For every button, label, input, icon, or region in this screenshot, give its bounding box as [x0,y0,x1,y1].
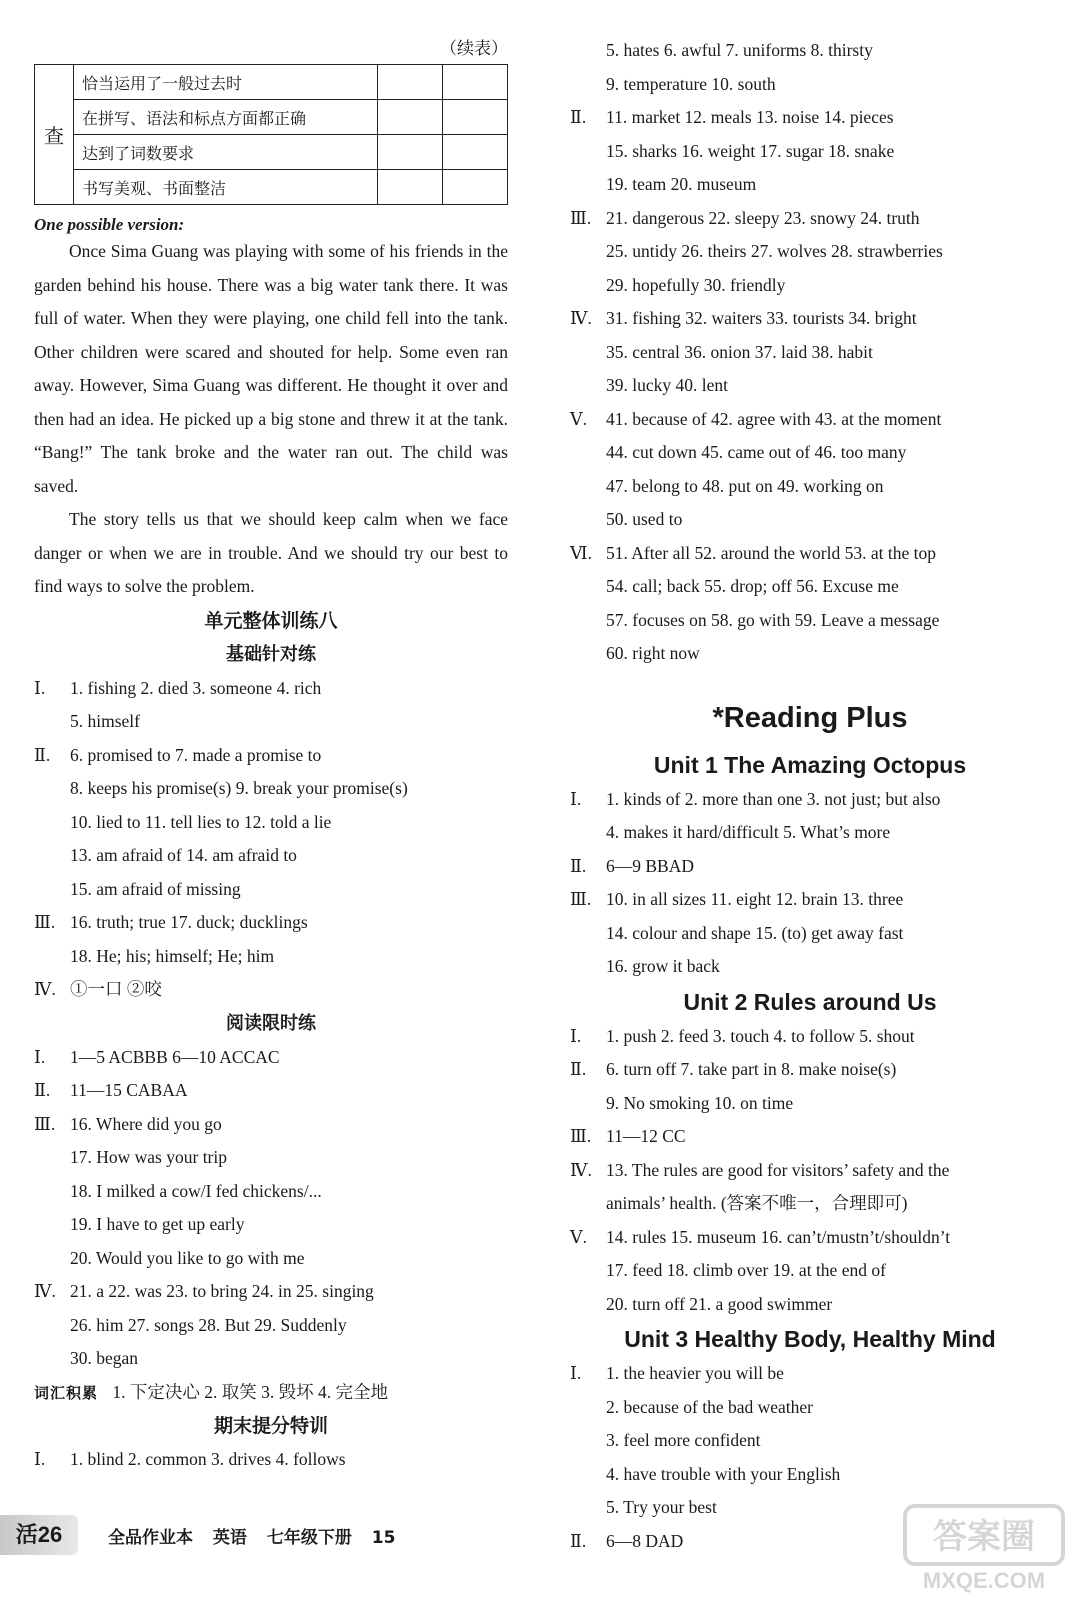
answer-row [570,637,1050,671]
answer-text: 31. fishing 32. waiters 33. tourists 34. bright [606,308,917,328]
answer-row [34,973,508,1007]
answer-row [570,1020,1050,1054]
answer-text: 5. Try your best [606,1497,717,1517]
answer-text: 41. because of 42. agree with 43. at the moment [606,408,942,429]
criteria-item: 书写美观、书面整洁 [74,170,378,205]
answer-row [34,806,508,840]
answer-row [570,570,1050,604]
basic-practice-title: 基础针对练 [226,643,316,665]
answer-row [570,1087,1050,1121]
answer-row [34,1141,508,1175]
answer-row [34,739,508,773]
sample-essay [34,235,508,604]
answer-text: 54. call; back 55. drop; off 56. Excuse me [606,576,899,596]
section-number: Ⅳ. [34,979,56,999]
answer-text: 21. dangerous 22. sleepy 23. snowy 24. truth [606,207,920,228]
answer-row [34,839,508,873]
section-number: Ⅴ. [570,408,588,429]
section-number: Ⅴ. [570,1226,588,1247]
answer-row [570,302,1050,336]
answer-text: 19. team 20. museum [606,174,757,194]
answer-row [570,1187,1050,1221]
vocab-row [34,1376,508,1410]
section-number: Ⅲ. [570,1126,592,1146]
continued-label: （续表） [440,39,508,58]
answer-text: 15. sharks 16. weight 17. sugar 18. snake [606,140,895,161]
final-title: 期末提分特训 [213,1415,328,1437]
answer-row [570,235,1050,269]
answer-text: 35. central 36. onion 37. laid 38. habit [606,341,873,362]
answer-text: 1. kinds of 2. more than one 3. not just; but also [606,788,941,809]
left-column [34,34,508,1477]
answer-text: 1. blind 2. common 3. drives 4. follows [70,1449,346,1469]
unit1-answer-list [570,783,1050,984]
answer-text: 11—15 CABAA [70,1080,188,1100]
answer-row [570,537,1050,571]
version-label: One possible version: [34,215,185,234]
criteria-table [34,64,508,205]
answer-text: animals’ health. (答案不唯一，合理即可) [606,1193,908,1213]
section-number: Ⅰ. [570,1363,582,1383]
criteria-item: 达到了词数要求 [74,135,378,170]
criteria-category: 查 [35,65,74,205]
answer-row [570,135,1050,169]
answer-text: 6—9 BBAD [606,855,694,876]
table-row [35,100,508,135]
right-column [570,34,1050,1558]
answer-text: 14. colour and shape 15. (to) get away fast [606,922,904,943]
reading-plus-title: *Reading Plus [712,701,908,734]
answer-text: 11. market 12. meals 13. noise 14. pieces [606,107,894,127]
final-answer-list [570,34,1050,671]
answer-text: 44. cut down 45. came out of 46. too many [606,442,907,462]
svg-text:MXQE.COM: MXQE.COM [922,1568,1046,1593]
answer-text: 4. have trouble with your English [606,1463,841,1484]
answer-text: 30. began [70,1348,139,1368]
section-number: Ⅰ. [34,677,46,698]
subject-label: 英语 [212,1528,247,1548]
answer-text: 17. feed 18. climb over 19. at the end of [606,1260,886,1280]
footer-text [108,1523,409,1548]
answer-text: 5. hates 6. awful 7. uniforms 8. thirsty [606,40,873,60]
answer-text: 47. belong to 48. put on 49. working on [606,475,884,496]
answer-row [570,1254,1050,1288]
answer-row [570,369,1050,403]
edition-number: 15 [371,1528,396,1548]
answer-row [34,772,508,806]
answer-text: 26. him 27. songs 28. But 29. Suddenly [70,1314,347,1335]
answer-text: 50. used to [606,509,683,529]
answer-row [570,783,1050,817]
section-number: Ⅲ. [34,912,56,932]
answer-row [34,705,508,739]
section-number: Ⅲ. [570,207,592,228]
answer-text: 9. temperature 10. south [606,73,776,94]
answer-row [34,873,508,907]
answer-text: 4. makes it hard/difficult 5. What’s more [606,822,891,842]
answer-text: 51. After all 52. around the world 53. at the top [606,542,936,563]
section-number: Ⅰ. [34,1449,46,1469]
answer-text: 39. lucky 40. lent [606,375,728,395]
answer-row [34,1175,508,1209]
answer-text: 25. untidy 26. theirs 27. wolves 28. strawberries [606,241,943,261]
answer-text: 16. truth; true 17. duck; ducklings [70,912,308,932]
answer-row [34,1074,508,1108]
answer-row [570,503,1050,537]
section-number: Ⅱ. [570,855,587,876]
answer-row [570,1288,1050,1322]
answer-row [570,336,1050,370]
answer-row [34,672,508,706]
answer-text: 11—12 CC [606,1126,686,1146]
answer-row [570,1458,1050,1492]
answer-text: 2. because of the bad weather [606,1396,813,1417]
page-number: 活26 [0,1515,78,1555]
section-number: Ⅱ. [570,1059,587,1079]
answer-text: 13. The rules are good for visitors’ safety and the [606,1159,950,1180]
unit1-title: Unit 1 The Amazing Octopus [653,751,967,778]
answer-row [570,34,1050,68]
section-number: Ⅱ. [570,1530,587,1551]
book-title: 全品作业本 [108,1528,193,1548]
reading-practice-title: 阅读限时练 [226,1012,316,1034]
answer-text: 10. in all sizes 11. eight 12. brain 13. three [606,889,904,909]
table-row [35,65,508,100]
answer-text: ①一口 ②咬 [70,979,162,999]
section-number: Ⅱ. [34,1080,51,1100]
reading-answer-list [34,1041,508,1376]
answer-row [570,101,1050,135]
grade-label: 七年级下册 [266,1528,352,1548]
answer-row [34,1275,508,1309]
criteria-item: 恰当运用了一般过去时 [74,65,378,100]
answer-text: 6. turn off 7. take part in 8. make noise(s) [606,1059,897,1079]
answer-row [570,168,1050,202]
answer-row [34,1443,508,1477]
table-row [35,135,508,170]
section-number: Ⅲ. [570,889,592,909]
answer-text: 3. feel more confident [606,1430,761,1450]
answer-row [570,850,1050,884]
answer-row [570,1221,1050,1255]
section-number: Ⅳ. [34,1281,56,1301]
answer-row [570,917,1050,951]
answer-row [570,1154,1050,1188]
answer-row [34,1309,508,1343]
answer-row [570,202,1050,236]
answer-row [34,1041,508,1075]
answer-row [570,1053,1050,1087]
answer-text: 8. keeps his promise(s) 9. break your promise(s) [70,778,408,798]
answer-row [570,1424,1050,1458]
section-number: Ⅰ. [34,1046,46,1067]
answer-text: 18. I milked a cow/I fed chickens/... [70,1180,322,1201]
answer-row [570,950,1050,984]
answer-text: 15. am afraid of missing [70,878,241,899]
answer-text: 29. hopefully 30. friendly [606,274,786,295]
criteria-item: 在拼写、语法和标点方面都正确 [74,100,378,135]
answer-text: 6—8 DAD [606,1530,684,1551]
essay-paragraph: Once Sima Guang was playing with some of his friends in the garden behind his house. There was a big water tank there. It was full of water. When they were playing, one child fell into the tank. Other children were scared and shouted for help. Some even ran away. However, Sima Guang was different. He thought it over and then had an idea. He picked up a big stone and threw it at the tank. “Bang!” The tank broke and the water ran out. The child was saved. [34,241,508,496]
unit2-title: Unit 2 Rules around Us [683,988,937,1015]
answer-row [570,436,1050,470]
section-number: Ⅳ. [570,1159,592,1180]
answer-row [570,470,1050,504]
section-number: Ⅰ. [570,788,582,809]
answer-row [570,883,1050,917]
answer-text: 1. push 2. feed 3. touch 4. to follow 5. shout [606,1025,915,1046]
answer-row [570,1120,1050,1154]
section-number: Ⅲ. [34,1113,56,1134]
table-row [35,170,508,205]
section-number: Ⅵ. [570,542,592,563]
answer-text: 1—5 ACBBB 6—10 ACCAC [70,1046,280,1067]
section-number: Ⅱ. [34,744,51,765]
answer-row [34,1208,508,1242]
section-number: Ⅳ. [570,308,592,328]
answer-text: 1. fishing 2. died 3. someone 4. rich [70,677,322,698]
answer-text: 16. grow it back [606,956,720,976]
answer-row [570,269,1050,303]
answer-text: 20. turn off 21. a good swimmer [606,1293,833,1314]
answer-row [34,940,508,974]
answer-text: 60. right now [606,643,700,663]
answer-row [570,68,1050,102]
svg-text:答案圈: 答案圈 [933,1517,1035,1557]
answer-text: 21. a 22. was 23. to bring 24. in 25. singing [70,1281,374,1301]
answer-text: 5. himself [70,711,140,731]
answer-row [570,1391,1050,1425]
unit8-title: 单元整体训练八 [204,609,338,632]
answer-text: 13. am afraid of 14. am afraid to [70,845,297,865]
answer-text: 57. focuses on 58. go with 59. Leave a message [606,609,940,630]
answer-text: 9. No smoking 10. on time [606,1092,794,1113]
answer-text: 18. He; his; himself; He; him [70,945,275,966]
answer-text: 19. I have to get up early [70,1214,245,1234]
answer-text: 6. promised to 7. made a promise to [70,744,322,765]
answer-row [570,403,1050,437]
answer-row [570,604,1050,638]
section-number: Ⅰ. [570,1025,582,1046]
unit2-answer-list [570,1020,1050,1322]
section-number: Ⅱ. [570,107,587,127]
unit3-title: Unit 3 Healthy Body, Healthy Mind [624,1326,996,1352]
answer-row [34,1108,508,1142]
basic-answer-list [34,672,508,1007]
answer-row [34,1242,508,1276]
answer-text: 17. How was your trip [70,1147,227,1167]
answer-row [570,816,1050,850]
answer-row [570,1357,1050,1391]
answer-text: 10. lied to 11. tell lies to 12. told a lie [70,811,332,832]
answer-text: 16. Where did you go [70,1113,222,1134]
essay-paragraph: The story tells us that we should keep calm when we face danger or when we are in trouble. And we should try our best to find ways to solve the problem. [34,509,508,596]
answer-text: 14. rules 15. museum 16. can’t/mustn’t/shouldn’t [606,1226,951,1247]
answer-text: 1. the heavier you will be [606,1363,784,1383]
watermark-logo [899,1500,1069,1596]
vocab-text: 1. 下定决心 2. 取笑 3. 毁坏 4. 完全地 [112,1381,389,1402]
answer-text: 20. Would you like to go with me [70,1247,305,1268]
answer-row [34,906,508,940]
answer-row [34,1342,508,1376]
vocab-label: 词汇积累 [34,1383,99,1402]
